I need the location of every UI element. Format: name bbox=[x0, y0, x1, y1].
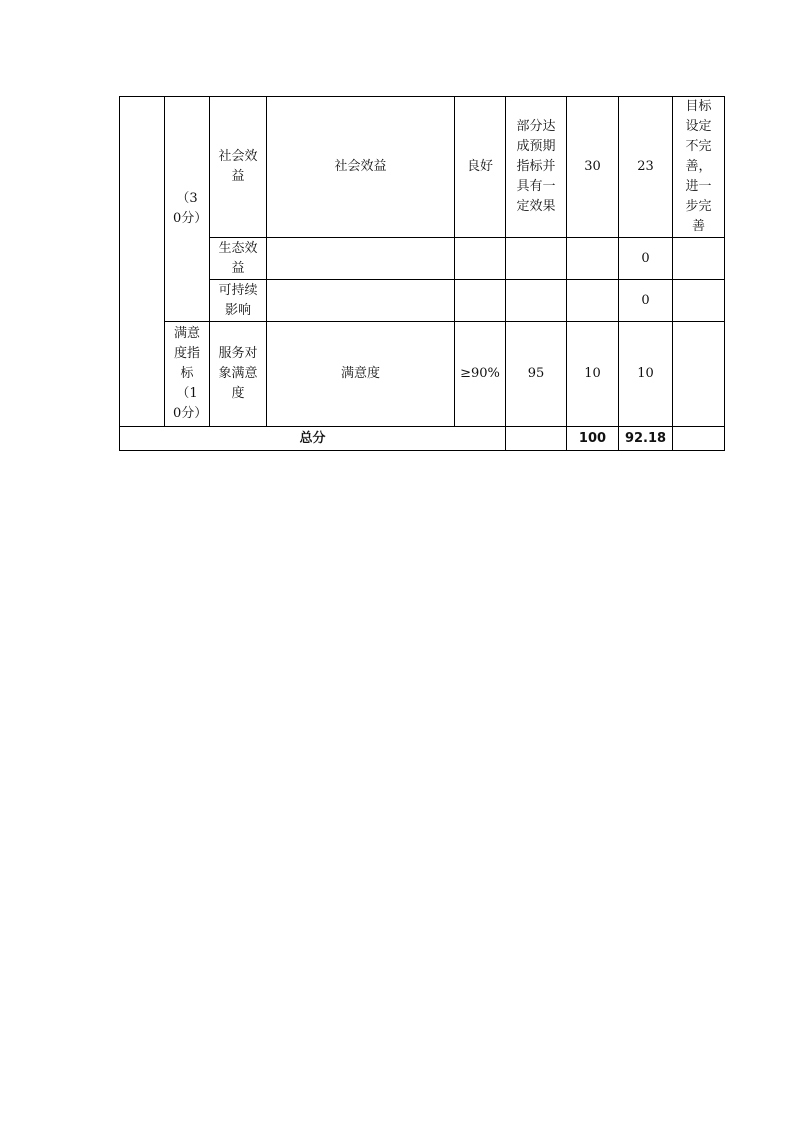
reason-cell bbox=[673, 322, 725, 427]
target-cell: ≥90% bbox=[455, 322, 506, 427]
reason-label: 目标设定不完善，进一步完善 bbox=[685, 99, 712, 234]
actual-label: 部分达成预期指标并具有一定效果 bbox=[516, 119, 556, 214]
weight-cell: 10 bbox=[567, 322, 619, 427]
actual-cell: 95 bbox=[506, 322, 567, 427]
weight-cell bbox=[567, 238, 619, 280]
total-score: 92.18 bbox=[619, 427, 673, 451]
level-zero-cell bbox=[120, 97, 165, 427]
level-two-label: 服务对象满意度 bbox=[218, 346, 258, 401]
level-one-label: 满意度指标（10分） bbox=[173, 326, 208, 421]
table-row-total bbox=[120, 427, 725, 451]
total-label: 总分 bbox=[120, 427, 506, 451]
level-two-cell bbox=[210, 322, 267, 427]
actual-cell bbox=[506, 238, 567, 280]
target-cell bbox=[455, 280, 506, 322]
reason-cell bbox=[673, 280, 725, 322]
reason-cell bbox=[673, 97, 725, 238]
target-cell bbox=[455, 238, 506, 280]
score-cell: 10 bbox=[619, 322, 673, 427]
table-row-sustainable-impact bbox=[120, 280, 725, 322]
level-one-cell bbox=[165, 97, 210, 322]
performance-table bbox=[119, 96, 725, 451]
actual-cell bbox=[506, 97, 567, 238]
total-weight: 100 bbox=[567, 427, 619, 451]
score-cell: 0 bbox=[619, 238, 673, 280]
indicator-cell bbox=[267, 238, 455, 280]
score-cell: 0 bbox=[619, 280, 673, 322]
level-two-label: 可持续影响 bbox=[218, 282, 258, 318]
actual-cell bbox=[506, 427, 567, 451]
indicator-cell: 社会效益 bbox=[267, 97, 455, 238]
target-cell: 良好 bbox=[455, 97, 506, 238]
score-cell: 23 bbox=[619, 97, 673, 238]
table-row-eco-benefit bbox=[120, 238, 725, 280]
indicator-cell: 满意度 bbox=[267, 322, 455, 427]
actual-cell bbox=[506, 280, 567, 322]
reason-cell bbox=[673, 427, 725, 451]
level-two-cell bbox=[210, 238, 267, 280]
level-one-cell bbox=[165, 322, 210, 427]
table-row-social-benefit bbox=[120, 97, 725, 238]
level-two-label: 社会效益 bbox=[218, 149, 258, 184]
level-two-cell bbox=[210, 97, 267, 238]
table-row-satisfaction bbox=[120, 322, 725, 427]
weight-cell bbox=[567, 280, 619, 322]
reason-cell bbox=[673, 238, 725, 280]
level-two-cell bbox=[210, 280, 267, 322]
indicator-cell bbox=[267, 280, 455, 322]
level-one-label: （30分） bbox=[173, 191, 208, 226]
level-two-label: 生态效益 bbox=[218, 240, 258, 276]
weight-cell: 30 bbox=[567, 97, 619, 238]
